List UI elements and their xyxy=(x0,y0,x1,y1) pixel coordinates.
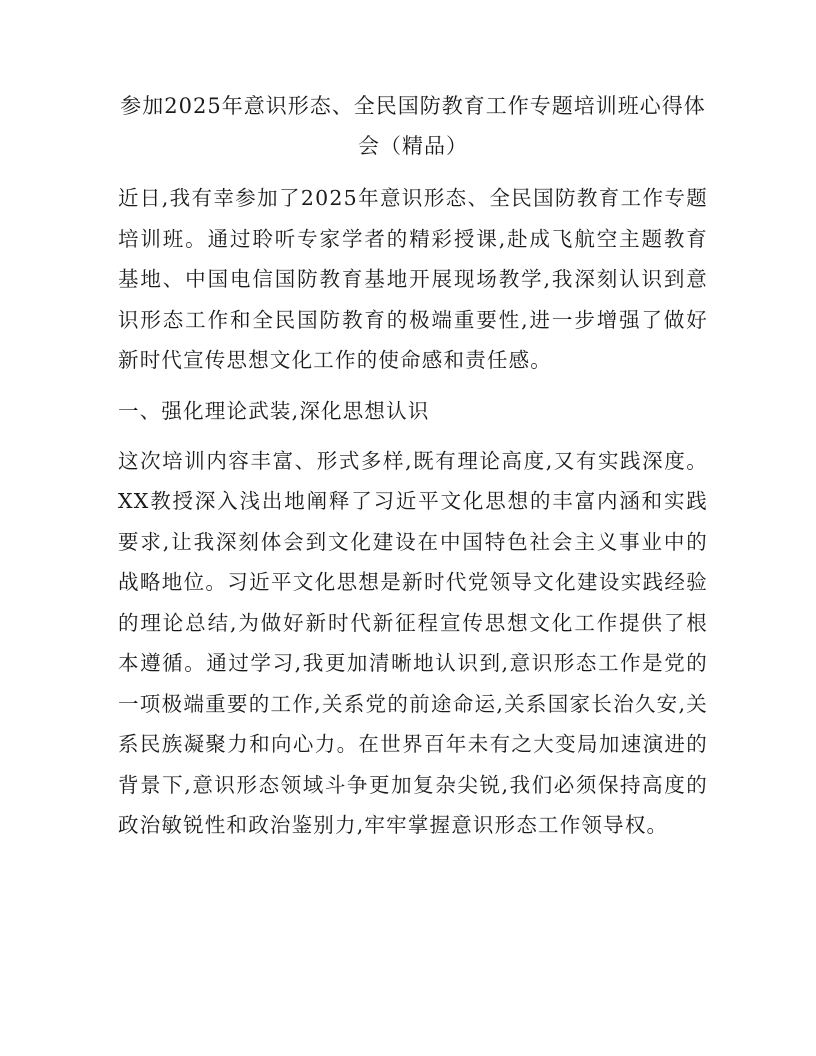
section-1-paragraph: 这次培训内容丰富、形式多样,既有理论高度,又有实践深度。XX教授深入浅出地阐释了习近平文化思想的丰富内涵和实践要求,让我深刻体会到文化建设在中国特色社会主义事业中的战略地位。习近平文化思想是新时代党领导文化建设实践经验的理论总结,为做好新时代新征程宣传思想文化工作提供了根本遵循。通过学习,我更加清晰地认识到,意识形态工作是党的一项极端重要的工作,关系党的前途命运,关系国家长治久安,关系民族凝聚力和向心力。在世界百年未有之大变局加速演进的背景下,意识形态领域斗争更加复杂尖锐,我们必须保持高度的政治敏锐性和政治鉴别力,牢牢掌握意识形态工作领导权。 xyxy=(118,448,708,837)
intro-paragraph: 近日,我有幸参加了2025年意识形态、全民国防教育工作专题培训班。通过聆听专家学者的精彩授课,赴成飞航空主题教育基地、中国电信国防教育基地开展现场教学,我深刻认识到意识形态工作和全民国防教育的极端重要性,进一步增强了做好新时代宣传思想文化工作的使命感和责任感。 xyxy=(118,186,708,372)
section-1-heading: 一、强化理论武装,深化思想认识 xyxy=(118,398,430,423)
title-line-2: 会（精品） xyxy=(358,134,468,158)
document-title xyxy=(118,86,708,166)
document-page xyxy=(118,86,708,856)
title-line-1: 参加2025年意识形态、全民国防教育工作专题培训班心得体 xyxy=(120,94,706,118)
